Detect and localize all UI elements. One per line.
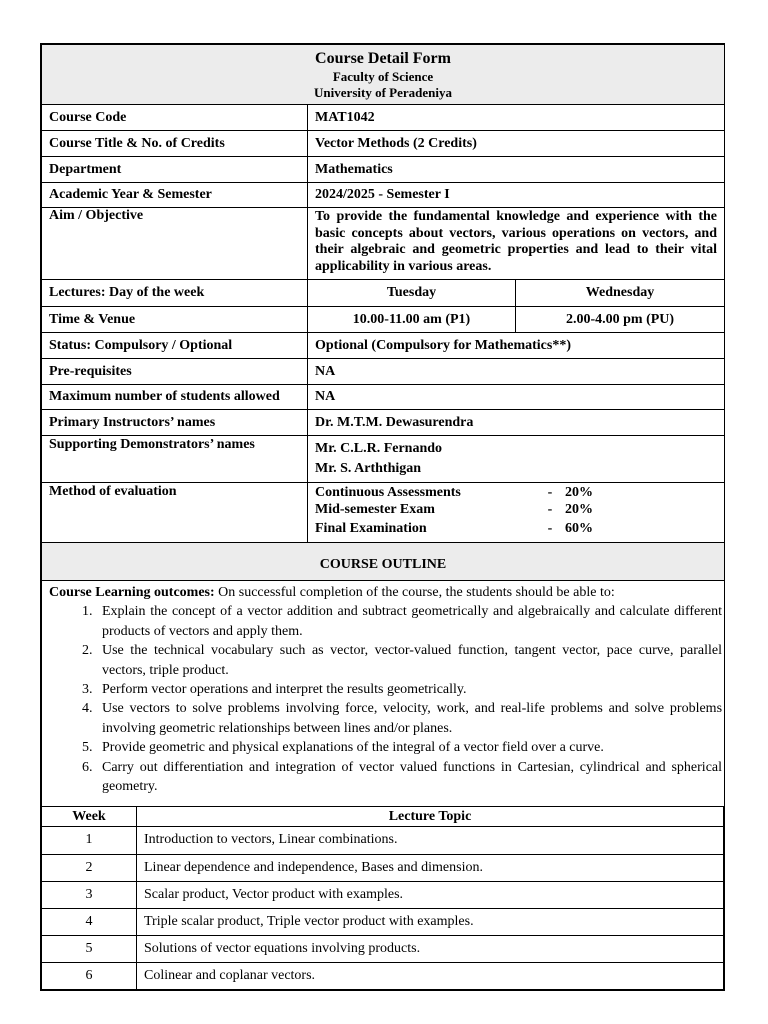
form-title: Course Detail Form [315,49,451,67]
evaluation-item-pct: 20% [565,485,593,500]
demonstrator-name: Mr. S. Arththigan [315,461,422,476]
lecture-topic: Triple scalar product, Triple vector product with examples. [137,908,724,935]
time-slot-wednesday: 2.00-4.00 pm (PU) [516,307,725,333]
instructors-value: Dr. M.T.M. Dewasurendra [308,410,725,436]
form-header [42,45,725,105]
evaluation-label: Method of evaluation [42,483,308,543]
course-detail-form [40,43,725,991]
academic-year-label: Academic Year & Semester [42,183,308,208]
week-number: 1 [42,826,137,854]
course-code-value: MAT1042 [308,105,725,131]
week-number: 3 [42,881,137,908]
faculty-name: Faculty of Science [332,68,434,84]
lecture-topic: Colinear and coplanar vectors. [137,962,724,989]
lecture-day-wednesday: Wednesday [516,280,725,307]
table-row [42,854,724,881]
max-students-label: Maximum number of students allowed [42,385,308,410]
evaluation-item-pct: 60% [565,521,593,536]
learning-outcomes-label: Course Learning outcomes: [49,585,215,600]
evaluation-item-dash: - [547,485,553,500]
lectures-day-label: Lectures: Day of the week [42,280,308,307]
list-item: 6. Carry out differentiation and integration of vector valued functions in Cartesian, cylindrical and spherical geometry. [96,758,722,797]
table-row [42,908,724,935]
list-item: 2. Use the technical vocabulary such as vector, vector-valued function, tangent vector, pace curve, parallel vectors, triple product. [96,641,722,680]
time-slot-tuesday: 10.00-11.00 am (P1) [308,307,516,333]
aim-value: To provide the fundamental knowledge and experience with the basic concepts about vectors, various operations on vectors, and their algebraic and geometric properties and lead to their vital applicability in various areas. [308,208,725,280]
lecture-topic: Scalar product, Vector product with examples. [137,881,724,908]
evaluation-item-dash: - [547,502,553,517]
lecture-topic: Introduction to vectors, Linear combinations. [137,826,724,854]
table-row [42,962,724,989]
learning-outcomes-intro: On successful completion of the course, the students should be able to: [214,585,615,600]
lecture-day-tuesday: Tuesday [308,280,516,307]
table-row [42,826,724,854]
week-number: 5 [42,935,137,962]
evaluation-item-pct: 20% [565,502,593,517]
max-students-value: NA [308,385,725,410]
evaluation-item [315,484,717,501]
week-column-header: Week [42,807,137,826]
course-details-table [41,44,725,807]
evaluation-item-dash: - [547,521,553,536]
week-number: 4 [42,908,137,935]
evaluation-item-name: Mid-semester Exam [315,502,435,517]
course-code-label: Course Code [42,105,308,131]
table-row [42,935,724,962]
time-venue-label: Time & Venue [42,307,308,333]
course-outline-heading: COURSE OUTLINE [42,543,725,581]
list-item: 4. Use vectors to solve problems involving force, velocity, work, and real-life problems and solve problems involving geometric relationships between lines and/or planes. [96,699,722,738]
week-number: 6 [42,962,137,989]
lecture-topic: Linear dependence and independence, Bases and dimension. [137,854,724,881]
list-item: 5. Provide geometric and physical explanations of the integral of a vector field over a curve. [96,738,722,757]
week-number: 2 [42,854,137,881]
learning-outcomes-list [49,602,722,796]
course-title-value: Vector Methods (2 Credits) [308,131,725,157]
instructors-label: Primary Instructors’ names [42,410,308,436]
academic-year-value: 2024/2025 - Semester I [308,183,725,208]
demonstrator-name: Mr. C.L.R. Fernando [315,441,443,456]
department-label: Department [42,157,308,183]
list-item: 3. Perform vector operations and interpret the results geometrically. [96,680,722,699]
table-row [42,881,724,908]
department-value: Mathematics [308,157,725,183]
lecture-topic: Solutions of vector equations involving products. [137,935,724,962]
status-value: Optional (Compulsory for Mathematics**) [308,333,725,359]
list-item: 1. Explain the concept of a vector addition and subtract geometrically and algebraically and calculate different products of vectors and apply them. [96,602,722,641]
lecture-schedule-table [41,807,724,990]
prereq-label: Pre-requisites [42,359,308,385]
university-name: University of Peradeniya [314,84,452,100]
demonstrators-label: Supporting Demonstrators’ names [42,436,308,483]
evaluation-item [315,501,717,518]
aim-label: Aim / Objective [42,208,308,280]
learning-outcomes [42,581,725,807]
status-label: Status: Compulsory / Optional [42,333,308,359]
evaluation-item-name: Final Examination [315,521,427,536]
demonstrators-value [308,436,725,483]
course-title-label: Course Title & No. of Credits [42,131,308,157]
evaluation-value [308,483,725,543]
evaluation-item-name: Continuous Assessments [315,485,461,500]
evaluation-item [315,520,717,537]
topic-column-header: Lecture Topic [137,807,724,826]
prereq-value: NA [308,359,725,385]
